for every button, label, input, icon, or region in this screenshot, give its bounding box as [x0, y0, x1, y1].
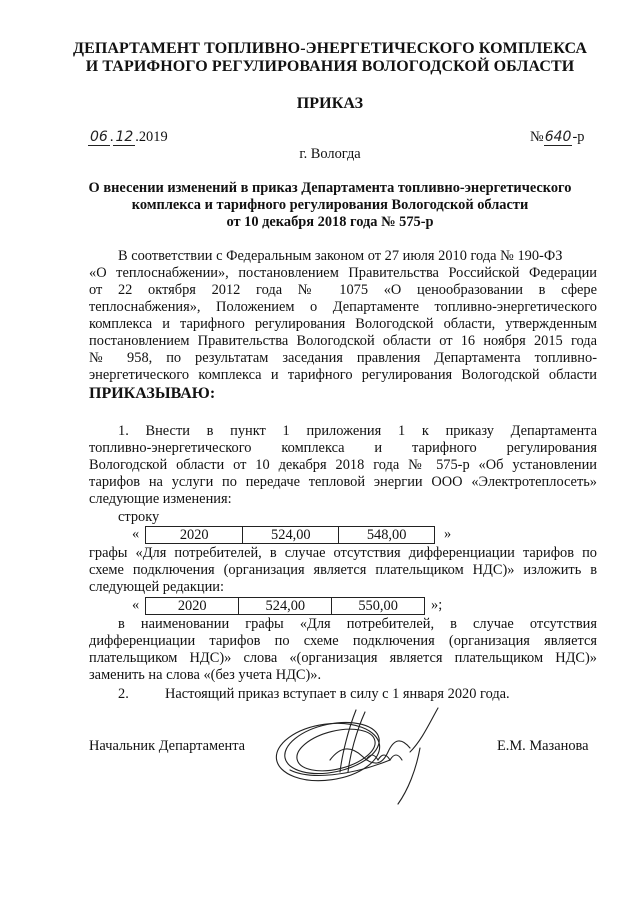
table-new-value1: 524,00	[239, 598, 332, 615]
item2-number: 2.	[118, 686, 129, 702]
handwritten-signature	[270, 700, 450, 810]
preamble-line8: энергетического комплекса и тарифного регулирования Вологодской области	[89, 367, 597, 383]
item1-p2-line4: заменить на слова «(без учета НДС)».	[89, 667, 322, 683]
item1-p2-line2: дифференциации тарифов по схеме подключения (организация является	[89, 633, 597, 649]
city: г. Вологда	[299, 146, 361, 162]
item1-p2-line1: в наименовании графы «Для потребителей, в случае отсутствия	[118, 616, 597, 632]
date-day: 06	[90, 129, 108, 145]
title-line1: О внесении изменений в приказ Департамента топливно-энергетического	[88, 180, 572, 196]
table-new-year: 2020	[146, 598, 239, 615]
item1-line4: тарифов на услуги по передаче тепловой энергии ООО «Электротеплосеть»	[89, 474, 597, 490]
order-word: ПРИКАЗЫВАЮ:	[89, 385, 216, 402]
date-year: .2019	[135, 129, 168, 145]
item2-text: Настоящий приказ вступает в силу с 1 января 2020 года.	[165, 686, 510, 702]
signer-name: Е.М. Мазанова	[497, 738, 589, 754]
title-line3: от 10 декабря 2018 года № 575-р	[226, 214, 434, 230]
number-value: 640	[544, 129, 572, 145]
table-old-close-quote: »	[444, 526, 452, 542]
document-type: ПРИКАЗ	[296, 95, 364, 112]
table-new-open-quote: «	[132, 597, 140, 613]
item1-p2-line3: плательщиком НДС)» слова «(организация является плательщиком НДС)»	[89, 650, 597, 666]
item1-line5: следующие изменения:	[89, 491, 232, 507]
preamble-line3: от 22 октября 2012 года № 1075 «О ценообразовании в сфере	[89, 282, 597, 298]
item1-line3: Вологодской области от 10 декабря 2018 года № 575-р «Об установлении	[89, 457, 597, 473]
table-old-row	[145, 526, 435, 544]
preamble-line6: постановлением Правительства Вологодской области от 16 ноября 2015 года	[89, 333, 597, 349]
preamble-line7: № 958, по результатам заседания правления Департамента топливно-	[89, 350, 597, 366]
number-prefix: №	[530, 129, 544, 145]
item1-mid3: следующей редакции:	[89, 579, 224, 595]
table-new-row	[145, 597, 425, 615]
item1-line1: 1. Внести в пункт 1 приложения 1 к приказу Департамента	[118, 423, 597, 439]
number-suffix: -р	[572, 129, 585, 145]
table-old-value2: 548,00	[339, 527, 435, 544]
date-month: 12	[115, 129, 134, 145]
row-label: строку	[118, 509, 160, 525]
preamble-line1: В соответствии с Федеральным законом от 27 июля 2010 года № 190-ФЗ	[118, 248, 563, 264]
table-old-value1: 524,00	[243, 527, 339, 544]
preamble-line5: комплекса и тарифного регулирования Вологодской области, утвержденным	[89, 316, 597, 332]
order-date	[88, 129, 168, 146]
item1-line2: топливно-энергетического комплекса и тарифного регулирования	[89, 440, 597, 456]
table-new-value2: 550,00	[332, 598, 425, 615]
title-line2: комплекса и тарифного регулирования Вологодской области	[131, 197, 529, 213]
preamble-line2: «О теплоснабжении», постановлением Правительства Российской Федерации	[89, 265, 597, 281]
preamble-line4: теплоснабжения», Положением о Департаменте топливно-энергетического	[89, 299, 597, 315]
signer-position: Начальник Департамента	[89, 738, 246, 754]
order-number	[530, 129, 584, 146]
item1-mid2: схеме подключения (организация является плательщиком НДС)» изложить в	[89, 562, 597, 578]
table-old-year: 2020	[146, 527, 243, 544]
table-new-close-quote: »;	[431, 597, 443, 613]
department-name-line2: И ТАРИФНОГО РЕГУЛИРОВАНИЯ ВОЛОГОДСКОЙ ОБЛАСТИ	[85, 58, 575, 75]
item1-mid1: графы «Для потребителей, в случае отсутствия дифференциации тарифов по	[89, 545, 597, 561]
table-old-open-quote: «	[132, 526, 140, 542]
date-dot: .	[109, 129, 114, 145]
department-name-line1: ДЕПАРТАМЕНТ ТОПЛИВНО-ЭНЕРГЕТИЧЕСКОГО КОМПЛЕКСА	[72, 40, 588, 57]
